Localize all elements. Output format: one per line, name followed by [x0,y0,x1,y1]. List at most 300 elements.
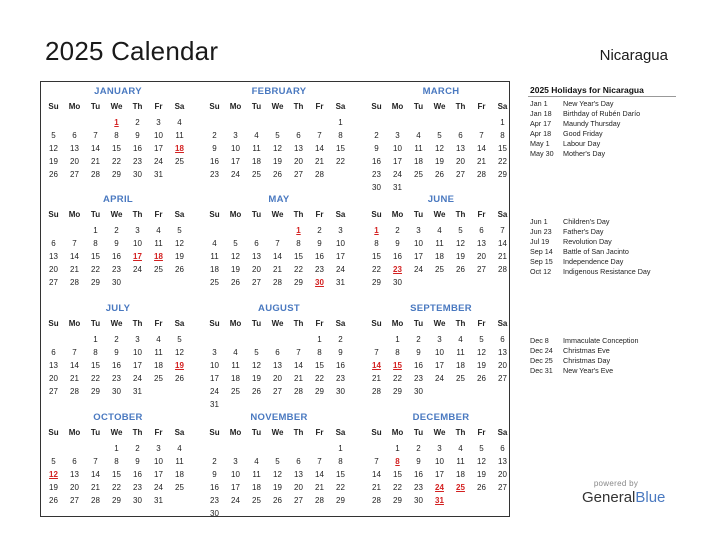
day-cell: 28 [91,496,100,505]
day-cell: 4 [212,239,217,248]
day-cell: 18 [252,157,261,166]
day-cell: 22 [498,157,507,166]
day-cell: 13 [70,470,79,479]
holiday-date: Apr 17 [530,119,552,128]
day-cell: 14 [372,470,381,479]
day-cell: 6 [296,131,301,140]
day-cell: 14 [315,470,324,479]
day-cell: 14 [273,252,282,261]
day-cell: 4 [156,226,161,235]
day-cell: 5 [275,131,280,140]
day-cell: 7 [93,457,98,466]
day-cell: 25 [175,157,184,166]
day-cell: 22 [91,374,100,383]
day-cell: 5 [233,239,238,248]
day-cell: 23 [315,265,324,274]
holiday-entry [530,247,680,257]
day-cell: 9 [416,348,421,357]
day-cell: 21 [315,157,324,166]
day-cell: 14 [70,361,79,370]
day-cell: 26 [456,265,465,274]
holiday-day: 1 [114,118,119,127]
weekday-header: Fr [154,319,163,328]
calendar-grid [40,81,510,517]
holiday-day: 14 [372,361,381,370]
day-cell: 24 [231,496,240,505]
weekday-header: Mo [391,102,404,111]
brand-blue: Blue [635,489,666,506]
holiday-date: Dec 25 [530,356,553,365]
day-cell: 25 [175,483,184,492]
day-cell: 28 [273,278,282,287]
month-name: JULY [105,303,131,314]
day-cell: 2 [317,226,322,235]
day-cell: 29 [498,170,507,179]
day-cell: 12 [252,361,261,370]
day-cell: 27 [294,170,303,179]
day-cell: 4 [254,457,259,466]
day-cell: 11 [175,131,184,140]
day-cell: 12 [273,470,282,479]
day-cell: 18 [252,483,261,492]
day-cell: 2 [135,444,140,453]
day-cell: 31 [133,387,142,396]
day-cell: 15 [112,470,121,479]
day-cell: 24 [435,374,444,383]
holiday-entry [530,149,680,159]
day-cell: 3 [135,226,140,235]
holiday-name: New Year's Day [563,99,614,108]
day-cell: 4 [416,131,421,140]
weekday-header: Mo [68,428,81,437]
day-cell: 23 [133,157,142,166]
day-cell: 8 [296,239,301,248]
day-cell: 2 [114,335,119,344]
day-cell: 9 [338,348,343,357]
holiday-day: 31 [435,496,444,505]
holiday-list-q1 [530,99,680,159]
day-cell: 1 [395,335,400,344]
day-cell: 30 [112,278,121,287]
day-cell: 29 [112,496,121,505]
month-name: FEBRUARY [251,86,307,97]
weekday-header: Su [371,210,382,219]
day-cell: 18 [435,252,444,261]
weekday-header: Fr [477,428,486,437]
day-cell: 23 [414,483,423,492]
month-may [204,190,354,296]
brand-logo [582,479,672,506]
day-cell: 23 [112,374,121,383]
month-july [43,299,193,405]
month-name: JUNE [427,194,455,205]
day-cell: 20 [294,483,303,492]
day-cell: 17 [154,470,163,479]
day-cell: 16 [372,157,381,166]
powered-by-text: powered by [593,479,639,488]
day-cell: 24 [210,387,219,396]
day-cell: 20 [70,157,79,166]
weekday-header: Th [455,210,466,219]
day-cell: 27 [49,387,58,396]
weekday-header: Tu [90,319,101,328]
day-cell: 19 [477,361,486,370]
day-cell: 13 [498,457,507,466]
day-cell: 2 [114,226,119,235]
weekday-header: Fr [315,319,324,328]
day-cell: 21 [91,483,100,492]
weekday-header: Th [132,319,143,328]
day-cell: 13 [294,470,303,479]
day-cell: 21 [477,157,486,166]
holiday-entry [530,99,680,109]
weekday-header: Fr [315,428,324,437]
day-cell: 15 [336,144,345,153]
holiday-name: Good Friday [563,129,603,138]
day-cell: 7 [374,457,379,466]
holiday-entry [530,336,680,346]
weekday-header: Fr [477,210,486,219]
day-cell: 7 [317,457,322,466]
day-cell: 4 [233,348,238,357]
day-cell: 22 [336,157,345,166]
day-cell: 26 [231,278,240,287]
weekday-header: Th [293,102,304,111]
day-cell: 27 [498,374,507,383]
weekday-header: Th [293,210,304,219]
day-cell: 5 [437,131,442,140]
day-cell: 15 [393,470,402,479]
day-cell: 8 [93,348,98,357]
holiday-name: Christmas Day [563,356,611,365]
day-cell: 12 [175,239,184,248]
day-cell: 31 [154,170,163,179]
weekday-header: Sa [174,102,185,111]
weekday-header: Su [209,319,220,328]
day-cell: 31 [393,183,402,192]
day-cell: 22 [315,374,324,383]
weekday-header: We [433,102,446,111]
day-cell: 12 [477,348,486,357]
weekday-header: Mo [391,210,404,219]
month-june [366,190,516,296]
day-cell: 19 [49,483,58,492]
day-cell: 24 [231,170,240,179]
day-cell: 27 [70,496,79,505]
day-cell: 10 [154,131,163,140]
day-cell: 20 [456,157,465,166]
day-cell: 3 [135,335,140,344]
day-cell: 8 [93,239,98,248]
weekday-header: Th [293,428,304,437]
day-cell: 25 [456,374,465,383]
day-cell: 1 [500,118,505,127]
day-cell: 20 [70,483,79,492]
weekday-header: Mo [68,319,81,328]
day-cell: 10 [133,348,142,357]
day-cell: 23 [112,265,121,274]
day-cell: 28 [477,170,486,179]
day-cell: 19 [273,483,282,492]
day-cell: 20 [498,361,507,370]
day-cell: 14 [294,361,303,370]
day-cell: 12 [49,144,58,153]
day-cell: 21 [372,483,381,492]
weekday-header: We [110,319,123,328]
day-cell: 21 [70,265,79,274]
day-cell: 28 [315,170,324,179]
day-cell: 27 [252,278,261,287]
day-cell: 3 [416,226,421,235]
month-september [366,299,516,405]
day-cell: 17 [154,144,163,153]
day-cell: 8 [338,131,343,140]
holiday-day: 18 [154,252,163,261]
holiday-date: Apr 18 [530,129,552,138]
day-cell: 6 [275,348,280,357]
month-name: NOVEMBER [250,412,308,423]
weekday-header: We [271,319,284,328]
day-cell: 20 [273,374,282,383]
day-cell: 2 [374,131,379,140]
day-cell: 29 [372,278,381,287]
weekday-header: We [110,210,123,219]
day-cell: 22 [372,265,381,274]
day-cell: 30 [112,387,121,396]
weekday-header: Mo [229,428,242,437]
day-cell: 3 [338,226,343,235]
holiday-date: Dec 31 [530,366,553,375]
weekday-header: Su [209,210,220,219]
holiday-entry [530,109,680,119]
day-cell: 26 [477,483,486,492]
holiday-day: 8 [395,457,400,466]
day-cell: 16 [112,361,121,370]
day-cell: 18 [231,374,240,383]
month-name: APRIL [103,194,133,205]
month-october [43,408,193,514]
month-name: DECEMBER [412,412,470,423]
day-cell: 1 [93,226,98,235]
day-cell: 24 [154,483,163,492]
weekday-header: Th [132,102,143,111]
day-cell: 9 [135,131,140,140]
day-cell: 18 [456,470,465,479]
day-cell: 17 [336,252,345,261]
day-cell: 21 [372,374,381,383]
day-cell: 13 [498,348,507,357]
day-cell: 5 [479,335,484,344]
day-cell: 12 [477,457,486,466]
day-cell: 23 [336,374,345,383]
day-cell: 5 [254,348,259,357]
day-cell: 29 [112,170,121,179]
day-cell: 26 [49,170,58,179]
day-cell: 16 [336,361,345,370]
holiday-date: Sep 14 [530,247,553,256]
day-cell: 25 [252,496,261,505]
day-cell: 5 [177,335,182,344]
day-cell: 6 [51,239,56,248]
weekday-header: Fr [154,210,163,219]
holiday-date: Jul 19 [530,237,550,246]
day-cell: 15 [112,144,121,153]
day-cell: 18 [456,361,465,370]
month-november [204,408,354,518]
day-cell: 25 [435,265,444,274]
day-cell: 6 [72,457,77,466]
day-cell: 8 [395,348,400,357]
day-cell: 3 [212,348,217,357]
weekday-header: Mo [229,102,242,111]
day-cell: 21 [70,374,79,383]
month-august [204,299,354,409]
day-cell: 3 [233,131,238,140]
holiday-entry [530,366,680,376]
day-cell: 18 [175,470,184,479]
day-cell: 24 [336,265,345,274]
month-december [366,408,516,514]
day-cell: 11 [456,457,465,466]
day-cell: 15 [372,252,381,261]
day-cell: 20 [498,470,507,479]
weekday-header: Tu [251,428,262,437]
holiday-name: Children's Day [563,217,610,226]
day-cell: 10 [133,239,142,248]
day-cell: 1 [338,118,343,127]
day-cell: 15 [294,252,303,261]
day-cell: 25 [414,170,423,179]
weekday-header: We [271,428,284,437]
day-cell: 9 [212,470,217,479]
day-cell: 21 [273,265,282,274]
day-cell: 5 [51,457,56,466]
day-cell: 28 [372,496,381,505]
day-cell: 12 [231,252,240,261]
weekday-header: Fr [315,102,324,111]
day-cell: 30 [133,170,142,179]
day-cell: 3 [156,444,161,453]
holiday-entry [530,257,680,267]
day-cell: 3 [437,335,442,344]
day-cell: 17 [231,483,240,492]
holiday-day: 15 [393,361,402,370]
day-cell: 6 [254,239,259,248]
day-cell: 16 [133,144,142,153]
day-cell: 27 [70,170,79,179]
day-cell: 29 [294,278,303,287]
day-cell: 11 [456,348,465,357]
day-cell: 7 [374,348,379,357]
holiday-date: Jan 1 [530,99,548,108]
weekday-header: Tu [90,210,101,219]
day-cell: 8 [338,457,343,466]
weekday-header: Fr [315,210,324,219]
day-cell: 22 [393,483,402,492]
holidays-title: 2025 Holidays for Nicaragua [530,85,644,95]
day-cell: 3 [437,444,442,453]
day-cell: 28 [294,387,303,396]
day-cell: 12 [456,239,465,248]
weekday-header: Sa [174,210,185,219]
day-cell: 9 [135,457,140,466]
day-cell: 5 [51,131,56,140]
day-cell: 19 [477,470,486,479]
day-cell: 11 [210,252,219,261]
day-cell: 7 [275,239,280,248]
day-cell: 22 [393,374,402,383]
day-cell: 26 [252,387,261,396]
day-cell: 11 [252,470,261,479]
holiday-entry [530,139,680,149]
day-cell: 27 [456,170,465,179]
day-cell: 28 [70,387,79,396]
day-cell: 13 [49,252,58,261]
day-cell: 29 [91,387,100,396]
holiday-name: Indigenous Resistance Day [563,267,651,276]
day-cell: 17 [435,470,444,479]
day-cell: 27 [49,278,58,287]
month-name: OCTOBER [93,412,143,423]
holiday-day: 12 [49,470,58,479]
day-cell: 28 [70,278,79,287]
day-cell: 9 [395,239,400,248]
day-cell: 26 [273,170,282,179]
holiday-date: Dec 8 [530,336,549,345]
day-cell: 8 [317,348,322,357]
holiday-date: May 1 [530,139,550,148]
holiday-list-q2 [530,217,680,277]
day-cell: 9 [416,457,421,466]
day-cell: 13 [70,144,79,153]
day-cell: 27 [477,265,486,274]
weekday-header: Fr [154,428,163,437]
day-cell: 29 [393,387,402,396]
month-april [43,190,193,296]
day-cell: 22 [112,483,121,492]
weekday-header: Sa [335,428,346,437]
day-cell: 2 [212,457,217,466]
holiday-name: Revolution Day [563,237,612,246]
day-cell: 16 [133,470,142,479]
day-cell: 10 [231,144,240,153]
day-cell: 11 [154,239,163,248]
day-cell: 15 [498,144,507,153]
day-cell: 30 [210,509,219,518]
weekday-header: Fr [154,102,163,111]
day-cell: 19 [456,252,465,261]
weekday-header: Sa [174,319,185,328]
day-cell: 22 [112,157,121,166]
day-cell: 13 [477,239,486,248]
day-cell: 1 [317,335,322,344]
day-cell: 23 [210,496,219,505]
day-cell: 11 [435,239,444,248]
weekday-header: We [110,428,123,437]
month-february [204,82,354,188]
weekday-header: Mo [68,102,81,111]
day-cell: 5 [458,226,463,235]
day-cell: 3 [156,118,161,127]
day-cell: 26 [477,374,486,383]
page-title: 2025 Calendar [45,36,219,66]
day-cell: 14 [477,144,486,153]
day-cell: 1 [114,444,119,453]
day-cell: 4 [458,444,463,453]
day-cell: 22 [294,265,303,274]
day-cell: 15 [91,252,100,261]
weekday-header: We [271,102,284,111]
